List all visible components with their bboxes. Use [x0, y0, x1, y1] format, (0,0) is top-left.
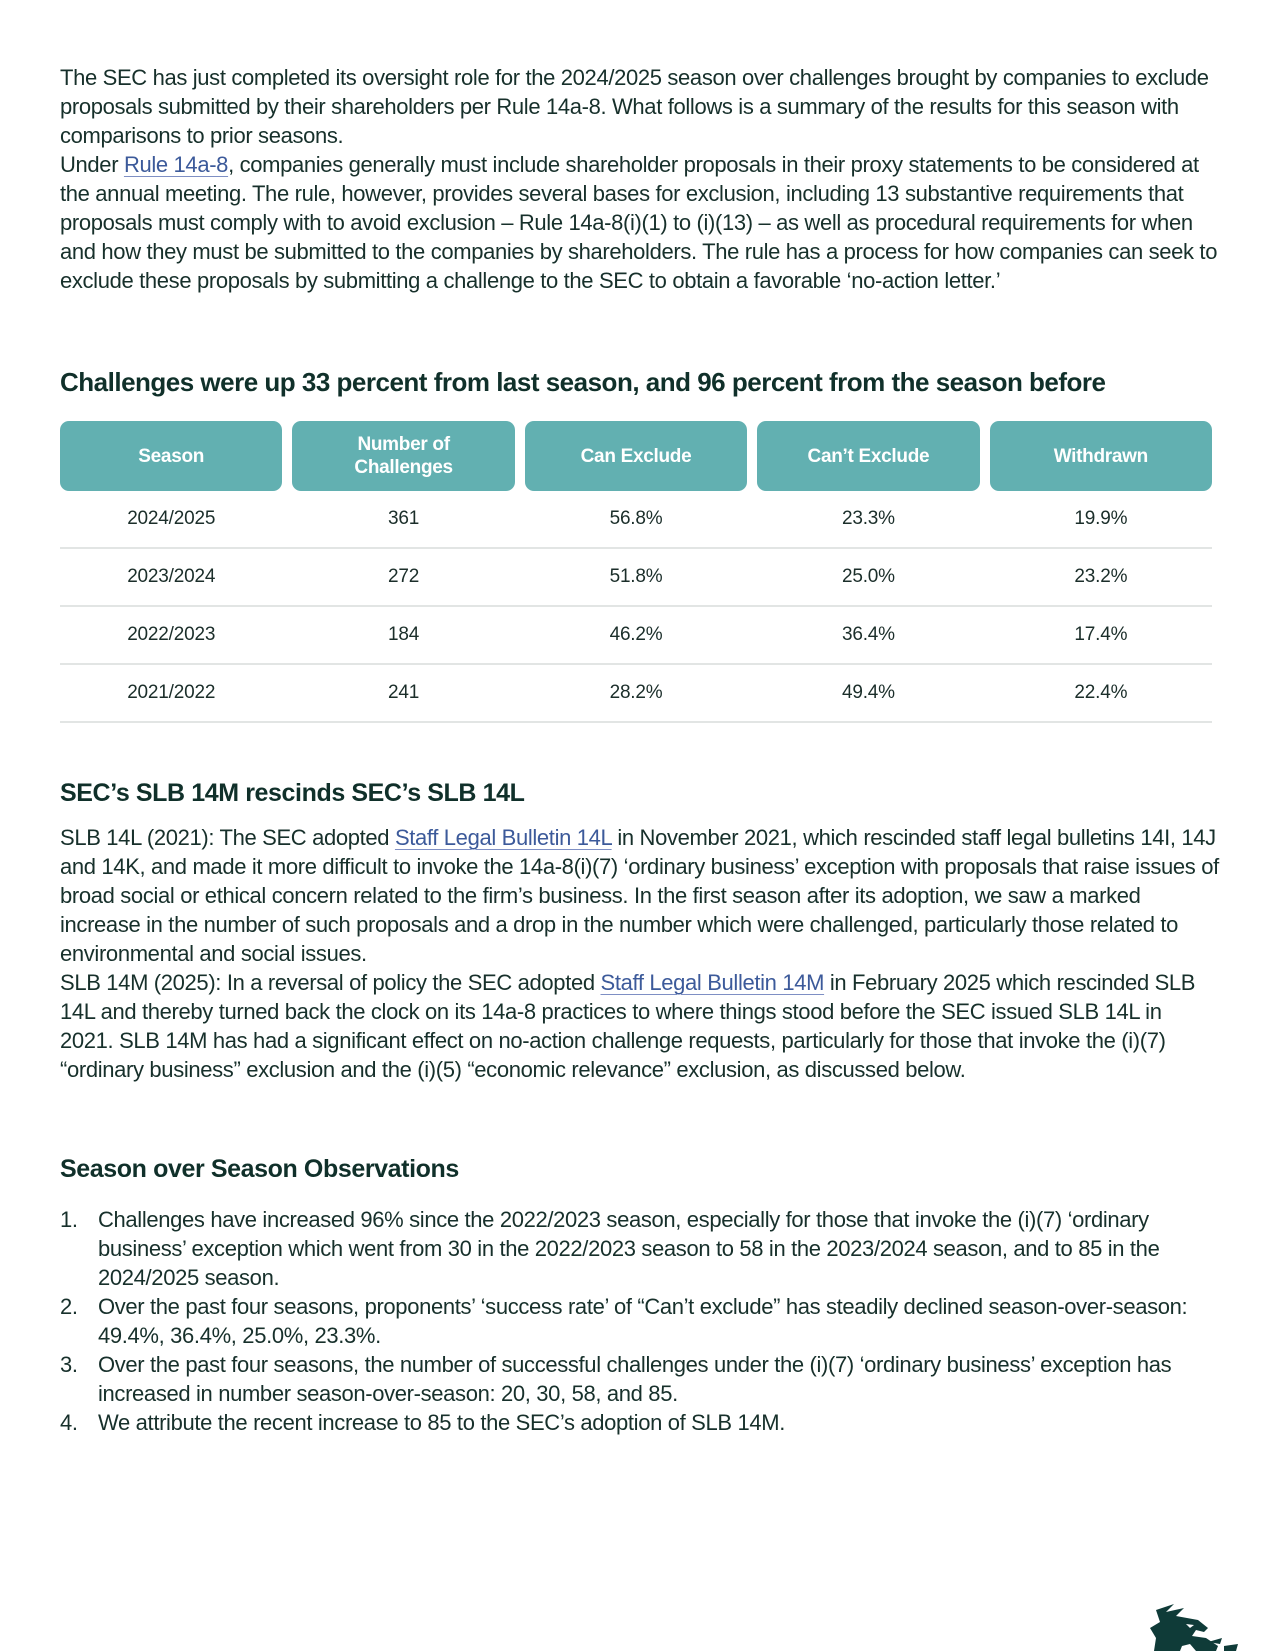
cell-withdrawn: 22.4%: [1074, 682, 1128, 703]
cell-challenges: 184: [388, 624, 420, 645]
table-row: [60, 491, 1212, 549]
cell-season: 2021/2022: [127, 682, 216, 703]
list-item-number: 1.: [60, 1207, 78, 1232]
cell-can-exclude: 51.8%: [609, 566, 663, 587]
cell-season: 2024/2025: [127, 508, 216, 529]
intro-paragraph-1: The SEC has just completed its oversight role for the 2024/2025 season over challenges brought by companies to exclude proposals submitted by their shareholders per Rule 14a-8. What follows is a summary of the results for this season with comparisons to prior seasons.: [60, 65, 1209, 148]
intro-p2-text-before: Under: [60, 152, 124, 177]
slb-p2-text-after: in February 2025 which rescinded SLB 14L and thereby turned back the clock on its 14a-8 practices to where things stood before the SEC issued SLB 14L in 2021. SLB 14M has had a significant effect on no-action challenge requests, particularly for those that invoke the (i)(7) “ordinary business” exclusion and the (i)(5) “economic relevance” exclusion, as discussed below.: [60, 970, 1196, 1082]
cell-withdrawn: 23.2%: [1074, 566, 1128, 587]
header-number-of-challenges: Number of Challenges: [292, 421, 514, 491]
table-row: [60, 549, 1212, 607]
slb-p2-text-before: SLB 14M (2025): In a reversal of policy the SEC adopted: [60, 970, 601, 995]
slb-section-heading: SEC’s SLB 14M rescinds SEC’s SLB 14L: [60, 779, 525, 807]
list-item-number: 4.: [60, 1410, 78, 1435]
list-item-number: 3.: [60, 1352, 78, 1377]
list-item: [60, 1205, 1220, 1292]
intro-paragraph-2: [60, 150, 1220, 295]
intro-p2-text-after: , companies generally must include shareholder proposals in their proxy statements to be considered at the annual meeting. The rule, however, provides several bases for exclusion, including 13 substantive requirements that proposals must comply with to avoid exclusion – Rule 14a-8(i)(1) to (i)(13) – as well as procedural requirements for when and how they must be submitted to the companies by shareholders. The rule has a process for how companies can seek to exclude these proposals by submitting a challenge to the SEC to obtain a favorable ‘no-action letter.’: [60, 152, 1218, 293]
cell-cant-exclude: 36.4%: [841, 624, 895, 645]
table-header-row: [60, 421, 1212, 491]
cell-can-exclude: 56.8%: [609, 508, 663, 529]
list-item-text: Challenges have increased 96% since the 2022/2023 season, especially for those that invoke the (i)(7) ‘ordinary business’ exception which went from 30 in the 2022/2023 season to 58 in the 2023/2024 season, and to 85 in the 2024/2025 season.: [98, 1207, 1160, 1290]
cell-challenges: 361: [388, 508, 420, 529]
observations-heading: Season over Season Observations: [60, 1155, 459, 1183]
slb-section-body: [60, 823, 1220, 1084]
cell-withdrawn: 19.9%: [1074, 508, 1128, 529]
slb-p1-text-before: SLB 14L (2021): The SEC adopted: [60, 825, 395, 850]
challenges-table: [60, 421, 1212, 723]
table-row: [60, 665, 1212, 723]
observations-list: [60, 1205, 1220, 1437]
cell-withdrawn: 17.4%: [1074, 624, 1128, 645]
header-withdrawn: Withdrawn: [990, 421, 1212, 491]
cell-cant-exclude: 25.0%: [841, 566, 895, 587]
list-item-number: 2.: [60, 1294, 78, 1319]
list-item-text: We attribute the recent increase to 85 to the SEC’s adoption of SLB 14M.: [98, 1410, 785, 1435]
slb-p1-text-after: in November 2021, which rescinded staff legal bulletins 14I, 14J and 14K, and made it more difficult to invoke the 14a-8(i)(7) ‘ordinary business’ exception with proposals that raise issues of broad social or ethical concern related to the firm’s business. In the first season after its adoption, we saw a marked increase in the number of such proposals and a drop in the number which were challenged, particularly those related to environmental and social issues.: [60, 825, 1219, 966]
table-heading: Challenges were up 33 percent from last season, and 96 percent from the season before: [60, 367, 1106, 397]
table-row: [60, 607, 1212, 665]
header-season: Season: [60, 421, 282, 491]
header-cant-exclude: Can’t Exclude: [757, 421, 979, 491]
list-item-text: Over the past four seasons, proponents’ ‘success rate’ of “Can’t exclude” has steadily declined season-over-season: 49.4%, 36.4%, 25.0%, 23.3%.: [98, 1294, 1188, 1348]
list-item-text: Over the past four seasons, the number of successful challenges under the (i)(7) ‘ordinary business’ exception has increased in number season-over-season: 20, 30, 58, and 85.: [98, 1352, 1172, 1406]
cell-challenges: 241: [388, 682, 420, 703]
cell-can-exclude: 46.2%: [609, 624, 663, 645]
list-item: [60, 1292, 1220, 1350]
cell-challenges: 272: [388, 566, 420, 587]
list-item: [60, 1350, 1220, 1408]
rule-14a-8-link[interactable]: Rule 14a-8: [123, 152, 229, 177]
list-item: [60, 1408, 1220, 1437]
cell-season: 2023/2024: [127, 566, 216, 587]
cell-can-exclude: 28.2%: [609, 682, 663, 703]
dragon-logo-icon: [1146, 1598, 1246, 1651]
slb-14l-paragraph: [60, 823, 1220, 968]
intro-section: [60, 63, 1220, 295]
staff-legal-bulletin-14l-link[interactable]: Staff Legal Bulletin 14L: [394, 825, 612, 850]
header-can-exclude: Can Exclude: [525, 421, 747, 491]
staff-legal-bulletin-14m-link[interactable]: Staff Legal Bulletin 14M: [600, 970, 825, 995]
cell-cant-exclude: 49.4%: [841, 682, 895, 703]
slb-14m-paragraph: [60, 968, 1220, 1084]
cell-season: 2022/2023: [127, 624, 216, 645]
cell-cant-exclude: 23.3%: [841, 508, 895, 529]
